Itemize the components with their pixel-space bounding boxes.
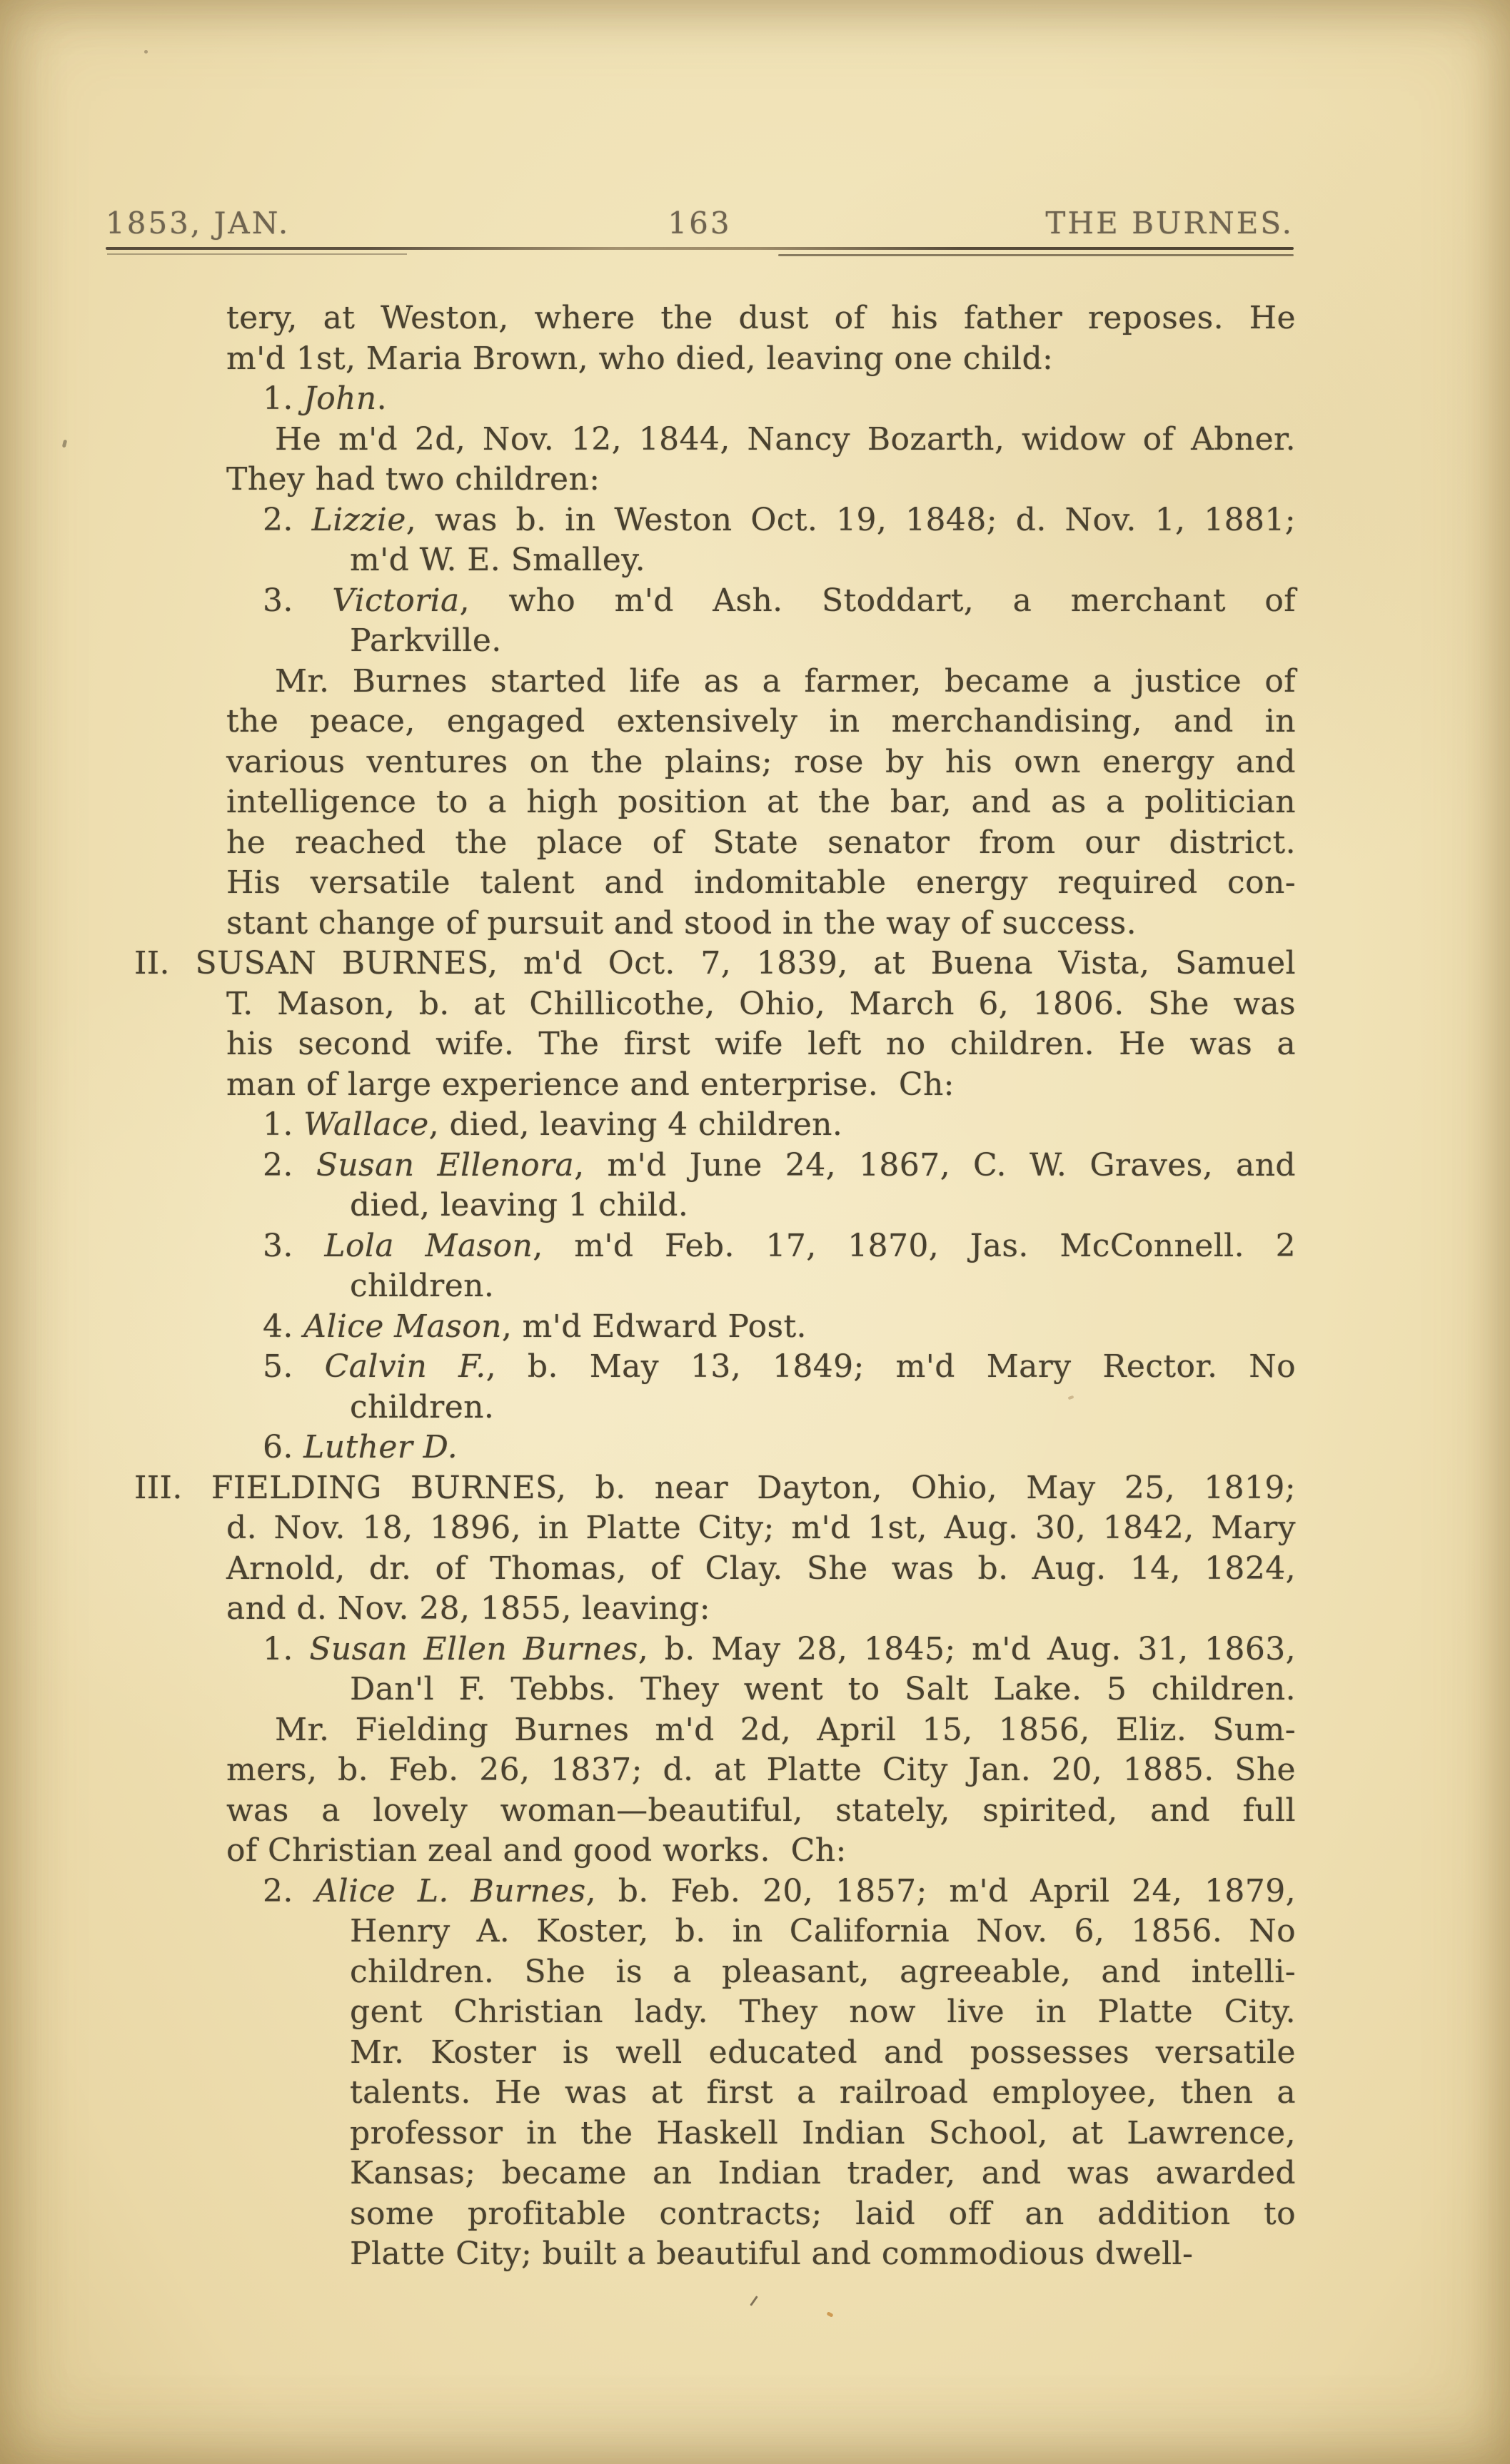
- text-line: [134, 1791, 1296, 1832]
- text-segment: 2.: [263, 1872, 316, 1909]
- text-segment: intelligence to a high position at the bar, and as a politician: [226, 784, 1296, 820]
- text-segment: d. Nov. 18, 1896, in Platte City; m'd 1st, Aug. 30, 1842, Mary: [226, 1510, 1296, 1546]
- text-segment: 6.: [263, 1429, 304, 1465]
- text-segment: 1.: [263, 1106, 304, 1143]
- text-segment: the peace, engaged extensively in merchandising, and in: [226, 703, 1296, 739]
- text-segment: Mr. Burnes started life as a farmer, became a justice of: [275, 662, 1296, 700]
- text-segment: , who m'd Ash. Stoddart, a merchant of: [459, 582, 1296, 619]
- text-segment: 4.: [263, 1308, 304, 1345]
- text-line: [134, 1952, 1296, 1993]
- text-segment: professor in the Haskell Indian School, at Lawrence,: [350, 2114, 1296, 2151]
- text-line: [134, 1065, 1296, 1106]
- text-segment: and d. Nov. 28, 1855, leaving:: [226, 1590, 710, 1627]
- person-name: Lola Mason: [324, 1227, 533, 1264]
- text-segment: talents. He was at first a railroad employee, then a: [350, 2074, 1296, 2111]
- text-line: [134, 1589, 1296, 1630]
- text-line: [134, 1750, 1296, 1791]
- text-segment: stant change of pursuit and stood in the way of success.: [226, 904, 1137, 941]
- person-name: Calvin F.: [324, 1348, 486, 1385]
- text-line: [134, 662, 1296, 702]
- text-line: [134, 904, 1296, 944]
- text-segment: man of large experience and enterprise. Ch:: [226, 1066, 955, 1103]
- text-line: [134, 1307, 1296, 1348]
- text-line: [134, 1347, 1296, 1388]
- text-line: [134, 823, 1296, 864]
- text-segment: Platte City; built a beautiful and commodious dwell-: [350, 2236, 1194, 2272]
- person-name: Susan Ellen Burnes: [309, 1630, 638, 1667]
- text-segment: children.: [350, 1388, 495, 1425]
- text-segment: he reached the place of State senator from our district.: [226, 824, 1296, 861]
- text-segment: Arnold, dr. of Thomas, of Clay. She was b. Aug. 14, 1824,: [226, 1550, 1296, 1587]
- text-segment: tery, at Weston, where the dust of his father reposes. He: [226, 300, 1296, 336]
- text-line: [134, 298, 1296, 339]
- text-segment: m'd 1st, Maria Brown, who died, leaving one child:: [226, 340, 1054, 377]
- text-segment: children. She is a pleasant, agreeable, and intelli-: [350, 1953, 1296, 1990]
- header-title: THE BURNES.: [1045, 206, 1294, 241]
- text-segment: , b. May 13, 1849; m'd Mary Rector. No: [485, 1348, 1296, 1385]
- text-segment: , m'd Feb. 17, 1870, Jas. McConnell. 2: [533, 1227, 1296, 1264]
- text-line: [134, 944, 1296, 984]
- ink-mark: [750, 2296, 758, 2306]
- paper-speck: [62, 440, 68, 448]
- text-line: [134, 2234, 1296, 2275]
- text-segment: Dan'l F. Tebbs. They went to Salt Lake. 5 children.: [350, 1671, 1296, 1707]
- text-line: [134, 742, 1296, 783]
- text-segment: mers, b. Feb. 26, 1837; d. at Platte City Jan. 20, 1885. She: [226, 1752, 1296, 1788]
- text-line: [134, 702, 1296, 742]
- text-segment: 3.: [263, 582, 333, 619]
- text-segment: T. Mason, b. at Chillicothe, Ohio, March 6, 1806. She was: [226, 985, 1296, 1022]
- text-line: [134, 420, 1296, 460]
- text-line: [134, 1670, 1296, 1710]
- person-name: Lizzie: [311, 501, 406, 538]
- text-segment: III. FIELDING BURNES, b. near Dayton, Ohio, May 25, 1819;: [134, 1469, 1296, 1506]
- text-line: [134, 1266, 1296, 1307]
- header-rule-echo-right: [778, 254, 1294, 256]
- text-line: [134, 1146, 1296, 1186]
- text-line: [134, 2154, 1296, 2194]
- text-line: [134, 1549, 1296, 1590]
- text-segment: They had two children:: [226, 461, 600, 498]
- person-name: Susan Ellenora: [316, 1146, 575, 1183]
- text-line: [134, 1024, 1296, 1065]
- text-segment: .: [376, 380, 387, 417]
- text-segment: 1.: [263, 380, 304, 417]
- text-segment: of Christian zeal and good works. Ch:: [226, 1832, 847, 1869]
- text-line: [134, 1388, 1296, 1428]
- text-line: [134, 1428, 1296, 1468]
- text-line: [134, 863, 1296, 904]
- paper-speck: [144, 50, 148, 54]
- text-segment: , was b. in Weston Oct. 19, 1848; d. Nov. 1, 1881;: [406, 501, 1297, 538]
- text-line: [134, 782, 1296, 823]
- page-number: 163: [668, 206, 732, 241]
- page-header: [106, 206, 1294, 241]
- text-line: [134, 2073, 1296, 2114]
- text-line: [134, 460, 1296, 500]
- text-line: [134, 1831, 1296, 1872]
- text-line: [134, 1992, 1296, 2033]
- text-line: [134, 339, 1296, 380]
- text-line: [134, 1508, 1296, 1549]
- text-line: [134, 379, 1296, 420]
- text-segment: his second wife. The first wife left no children. He was a: [226, 1026, 1296, 1062]
- text-line: [134, 1630, 1296, 1670]
- header-date: 1853, JAN.: [106, 206, 291, 241]
- header-rule-echo-left: [107, 253, 407, 255]
- text-segment: , b. May 28, 1845; m'd Aug. 31, 1863,: [638, 1630, 1297, 1667]
- header-rule: [106, 247, 1294, 250]
- person-name: Alice L. Burnes: [315, 1872, 586, 1909]
- body-text: [134, 298, 1296, 2275]
- text-line: [134, 621, 1296, 662]
- text-segment: Mr. Fielding Burnes m'd 2d, April 15, 1856, Eliz. Sum-: [275, 1711, 1296, 1748]
- text-line: [134, 984, 1296, 1025]
- text-segment: Henry A. Koster, b. in California Nov. 6, 1856. No: [350, 1913, 1296, 1949]
- text-segment: children.: [350, 1268, 495, 1304]
- text-segment: 2.: [263, 1146, 316, 1183]
- text-segment: 3.: [263, 1227, 325, 1264]
- text-line: [134, 2033, 1296, 2074]
- text-segment: His versatile talent and indomitable energy required con-: [226, 864, 1296, 901]
- text-line: [134, 1912, 1296, 1952]
- text-segment: 1.: [263, 1630, 310, 1667]
- text-segment: Mr. Koster is well educated and possesses versatile: [350, 2034, 1296, 2071]
- text-line: [134, 1872, 1296, 1912]
- text-segment: II. SUSAN BURNES, m'd Oct. 7, 1839, at Buena Vista, Samuel: [134, 945, 1296, 981]
- text-line: [134, 500, 1296, 541]
- person-name: Alice Mason: [303, 1308, 502, 1345]
- text-segment: He m'd 2d, Nov. 12, 1844, Nancy Bozarth, widow of Abner.: [275, 420, 1296, 458]
- text-line: [134, 1186, 1296, 1226]
- text-segment: 2.: [263, 501, 312, 538]
- person-name: John: [303, 380, 377, 417]
- text-segment: 5.: [263, 1348, 325, 1385]
- text-segment: , m'd June 24, 1867, C. W. Graves, and: [574, 1146, 1296, 1183]
- text-segment: Kansas; became an Indian trader, and was awarded: [350, 2155, 1296, 2191]
- text-line: [134, 2114, 1296, 2154]
- text-line: [134, 581, 1296, 622]
- text-line: [134, 1468, 1296, 1509]
- text-segment: gent Christian lady. They now live in Platte City.: [350, 1994, 1296, 2030]
- text-segment: Parkville.: [350, 622, 502, 659]
- paper-speck: [826, 2311, 833, 2318]
- text-segment: , died, leaving 4 children.: [428, 1106, 843, 1143]
- person-name: Victoria: [332, 582, 460, 619]
- text-line: [134, 540, 1296, 581]
- text-line: [134, 2194, 1296, 2235]
- text-line: [134, 1105, 1296, 1146]
- person-name: Wallace: [303, 1106, 429, 1143]
- text-segment: , b. Feb. 20, 1857; m'd April 24, 1879,: [585, 1872, 1296, 1909]
- text-segment: was a lovely woman—beautiful, stately, spirited, and full: [226, 1792, 1296, 1829]
- text-line: [134, 1710, 1296, 1751]
- text-segment: m'd W. E. Smalley.: [350, 542, 646, 578]
- text-segment: , m'd Edward Post.: [501, 1308, 807, 1345]
- text-segment: some profitable contracts; laid off an addition to: [350, 2195, 1296, 2232]
- person-name: Luther D.: [303, 1429, 458, 1465]
- text-segment: various ventures on the plains; rose by his own energy and: [226, 743, 1296, 780]
- text-segment: died, leaving 1 child.: [350, 1187, 689, 1223]
- text-line: [134, 1226, 1296, 1267]
